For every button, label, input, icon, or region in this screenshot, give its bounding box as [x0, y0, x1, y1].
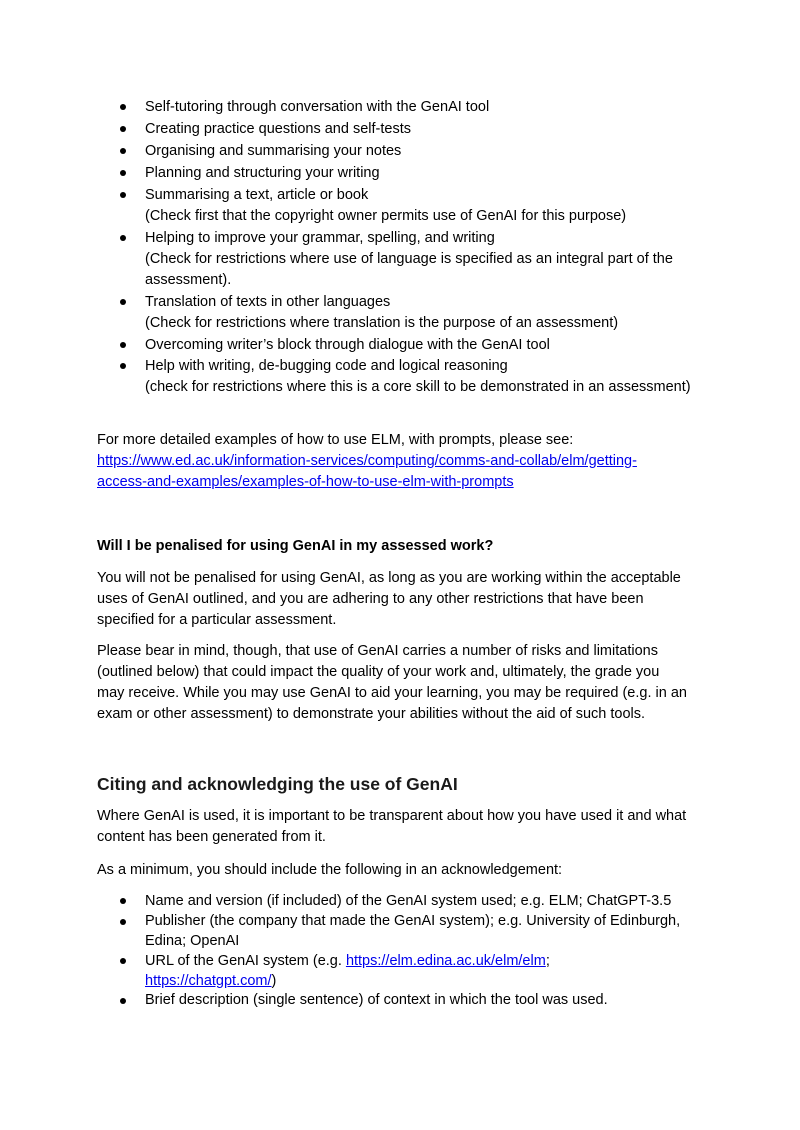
bullet — [120, 342, 126, 348]
bullet — [120, 104, 126, 110]
examples-intro: For more detailed examples of how to use ELM, with prompts, please see: — [97, 432, 574, 448]
list-item: Creating practice questions and self-tests — [145, 121, 411, 137]
paragraph-line: specified for a particular assessment. — [97, 612, 337, 628]
chatgpt-url-link[interactable]: https://chatgpt.com/ — [145, 973, 272, 989]
examples-link[interactable]: access-and-examples/examples-of-how-to-use-elm-with-prompts — [97, 474, 514, 490]
url-item-separator: ; — [545, 953, 550, 969]
paragraph-line: uses of GenAI outlined, and you are adhering to any other restrictions that have been — [97, 591, 644, 607]
paragraph-line: (outlined below) that could impact the quality of your work and, ultimately, the grade you — [97, 664, 660, 680]
bullet — [120, 148, 126, 154]
list-item: Edina; OpenAI — [145, 933, 240, 949]
paragraph-line: Where GenAI is used, it is important to be transparent about how you have used it and what — [97, 808, 687, 824]
paragraph-line: content has been generated from it. — [97, 829, 326, 845]
list-item: Translation of texts in other languages — [145, 294, 391, 310]
paragraph-line: may receive. While you may use GenAI to aid your learning, you may be required (e.g. in an — [97, 685, 687, 701]
list-item-note: assessment). — [145, 272, 232, 288]
bullet — [120, 235, 126, 241]
list-item: Organising and summarising your notes — [145, 143, 402, 159]
bullet — [120, 958, 126, 964]
bullet — [120, 998, 126, 1004]
list-item: Planning and structuring your writing — [145, 165, 380, 181]
list-item-note: (Check for restrictions where translation is the purpose of an assessment) — [145, 315, 619, 331]
list-item: Help with writing, de-bugging code and logical reasoning — [145, 358, 508, 374]
list-item: Brief description (single sentence) of context in which the tool was used. — [145, 992, 608, 1008]
list-item — [145, 951, 550, 972]
list-item: Self-tutoring through conversation with the GenAI tool — [145, 99, 490, 115]
list-item: Helping to improve your grammar, spelling, and writing — [145, 230, 495, 246]
bullet — [120, 299, 126, 305]
bullet — [120, 192, 126, 198]
examples-link[interactable]: https://www.ed.ac.uk/information-services/computing/comms-and-collab/elm/getting- — [97, 453, 637, 469]
paragraph-line: Please bear in mind, though, that use of GenAI carries a number of risks and limitations — [97, 643, 658, 659]
bullet — [120, 126, 126, 132]
url-item-suffix: ) — [271, 973, 277, 989]
list-item-note: (Check first that the copyright owner permits use of GenAI for this purpose) — [145, 208, 627, 224]
bullet — [120, 363, 126, 369]
bullet — [120, 170, 126, 176]
url-item-prefix: URL of the GenAI system (e.g. — [145, 953, 346, 969]
list-item: Publisher (the company that made the GenAI system); e.g. University of Edinburgh, — [145, 913, 681, 929]
list-item: Summarising a text, article or book — [145, 187, 369, 203]
penalised-heading: Will I be penalised for using GenAI in my assessed work? — [97, 538, 494, 554]
paragraph-line: As a minimum, you should include the following in an acknowledgement: — [97, 862, 563, 878]
list-item: Overcoming writer’s block through dialogue with the GenAI tool — [145, 337, 550, 353]
bullet — [120, 898, 126, 904]
paragraph-line: You will not be penalised for using GenAI, as long as you are working within the acceptable — [97, 570, 681, 586]
list-item: Name and version (if included) of the GenAI system used; e.g. ELM; ChatGPT-3.5 — [145, 893, 672, 909]
paragraph-line: exam or other assessment) to demonstrate your abilities without the aid of such tools. — [97, 706, 646, 722]
bullet — [120, 919, 126, 925]
list-item — [145, 971, 276, 992]
elm-url-link[interactable]: https://elm.edina.ac.uk/elm/elm — [345, 953, 546, 969]
list-item-note: (Check for restrictions where use of language is specified as an integral part of the — [145, 251, 673, 267]
list-item-note: (check for restrictions where this is a core skill to be demonstrated in an assessment) — [145, 379, 691, 395]
citing-heading: Citing and acknowledging the use of GenAI — [97, 774, 458, 794]
